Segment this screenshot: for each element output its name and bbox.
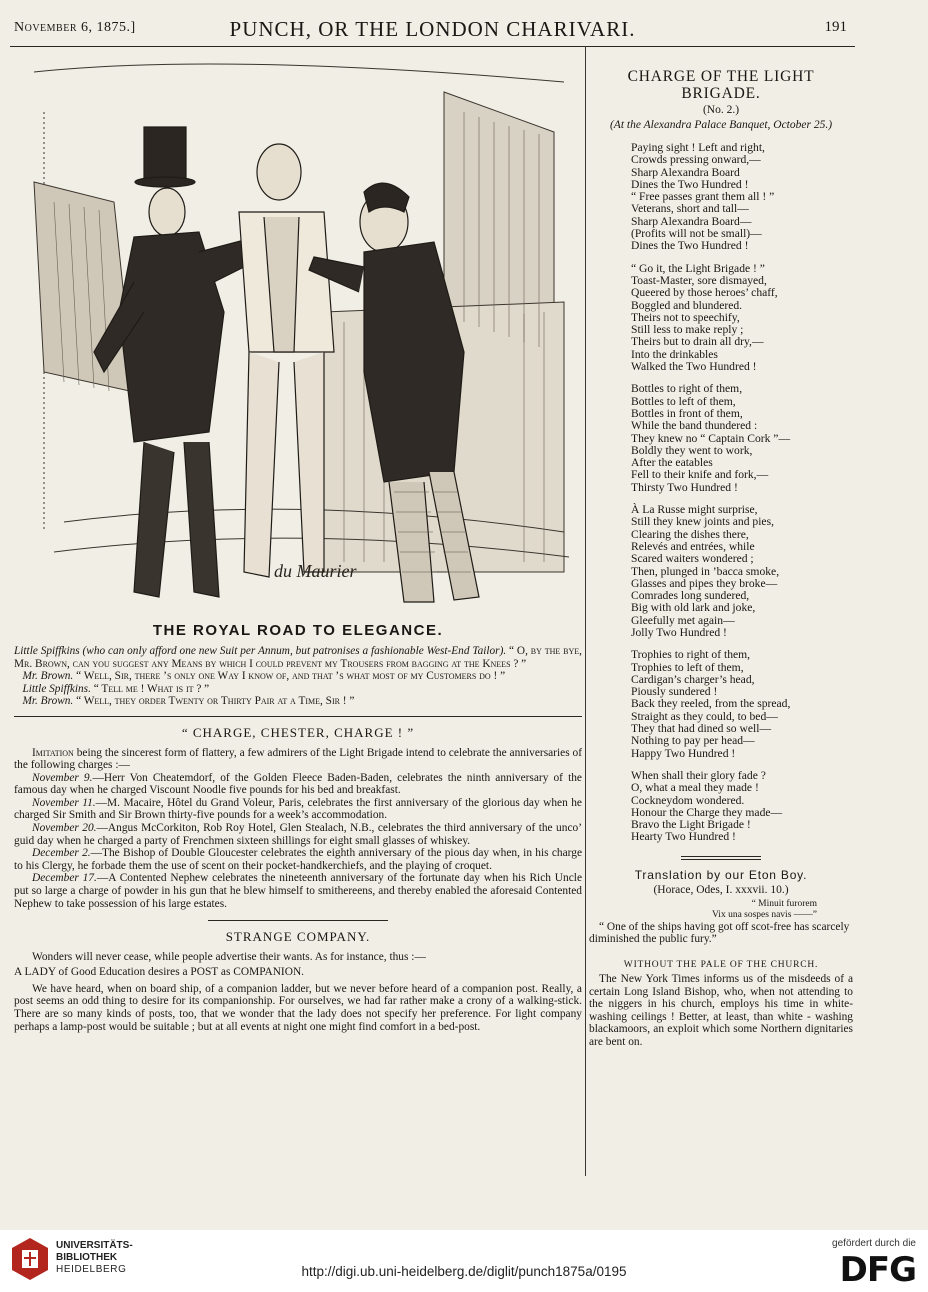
poem-stanza: “ Go it, the Light Brigade ! ” Toast-Master, sore dismayed, Queered by those heroes’ chaff, Boggled and blundered. Theirs not to speechify, Still less to make reply ; Theirs but to drain all dry,— Into the drinkables Walked the Two Hundred ! — [631, 261, 778, 374]
figure-mr-brown — [239, 144, 334, 577]
dfg-caption: gefördert durch die — [832, 1238, 916, 1249]
translation-text: “ One of the ships having got off scot-free has scarcely diminished the public fury.” — [589, 920, 850, 946]
latin-line: Vix una sospes navis ——” — [712, 909, 817, 920]
church-text: The New York Times informs us of the misdeeds of a certain Long Island Bishop, who, when not attending to the niggers in his church, employs his time in white-washing ceilings ! Better, at least, than white - washing blackamoors, an exploit which some Northern dignitaries are bent on. — [589, 972, 853, 1048]
caption-line: Little Spiffkins. “ Tell me ! What is it ? ” — [22, 682, 210, 695]
artist-signature: du Maurier — [274, 561, 357, 581]
article-intro: Wonders will never cease, while people advertise their wants. As for instance, thus :— — [32, 951, 426, 964]
section-divider — [681, 856, 761, 860]
poem-title: CHARGE OF THE LIGHT BRIGADE. — [627, 68, 815, 102]
page-header — [10, 14, 855, 47]
right-column — [589, 60, 853, 1048]
church-title: WITHOUT THE PALE OF THE CHURCH. — [623, 959, 819, 970]
cartoon-title: THE ROYAL ROAD TO ELEGANCE. — [152, 622, 444, 639]
cartoon-illustration — [24, 52, 569, 607]
charge-title: “ CHARGE, CHESTER, CHARGE ! ” — [181, 724, 415, 740]
translation-source: (Horace, Odes, I. xxxvii. 10.) — [653, 883, 789, 896]
university-name: UNIVERSITÄTS- BIBLIOTHEK HEIDELBERG — [56, 1240, 133, 1275]
article-paragraph: December 2.—The Bishop of Double Gloucester celebrates the eighth anniversary of the pious day when, in his charge to his Clergy, he forbade them the use of scent on their pocket-handkerchiefs, and the playing of croquet. — [14, 847, 583, 872]
article-paragraph: December 17.—A Contented Nephew celebrates the nineteenth anniversary of the fortunate day when his Rich Uncle put so large a charge of powder in his gun that he blew himself to smithereens, and thereby enabled the aforesaid Contented Nephew to take possession of his large estates. — [14, 872, 583, 910]
poem-stanza: Trophies to right of them, Trophies to left of them, Cardigan’s charger’s head, Piously sundered ! Back they reeled, from the spread, Straight as they could, to bed— They that had dined so well— Nothing to pay per head— Happy Two Hundred ! — [631, 648, 791, 760]
charge-article — [14, 725, 582, 911]
poem-stanza: Bottles to right of them, Bottles to left of them, Bottles in front of them, While the band thundered : They knew no “ Captain Cork ”— Boldly they went to work, After the eatables Fell to their knife and fork,— Thirsty Two Hundred ! — [631, 382, 791, 494]
source-url-link[interactable]: http://digi.ub.uni-heidelberg.de/diglit/punch1875a/0195 — [301, 1264, 627, 1279]
section-divider — [14, 716, 582, 717]
caption-line: Little Spiffkins (who can only afford one new Suit per Annum, but patronises a fashionable West-End Tailor). “ O, by the bye, Mr. Brown, can you suggest any Means by which I could prevent my Trousers from bagging at the Knees ? ” — [14, 645, 582, 670]
poem-stanza: When shall their glory fade ? O, what a meal they made ! Cockneydom wondered. Honour the Charge they made— Bravo the Light Brigade ! Hearty Two Hundred ! — [631, 768, 783, 844]
header-title: PUNCH, OR THE LONDON CHARIVARI. — [229, 17, 636, 41]
page-number: 191 — [824, 19, 847, 35]
left-column — [14, 52, 582, 1033]
poem-number: (No. 2.) — [702, 104, 740, 116]
caption-line: Mr. Brown. “ Well, they order Twenty or Thirty Pair at a Time, Sir ! ” — [22, 695, 355, 707]
archive-footer — [0, 1230, 928, 1292]
poem-stanza: À La Russe might surprise, Still they knew joints and pies, Clearing the dishes there, Relevés and entrées, while Scared waiters wondered ; Then, plunged in ’bacca smoke, Glasses and pipes they broke— Comrades long sundered, Big with old lark and joke, Gleefully met again— Jolly Two Hundred ! — [631, 503, 780, 639]
column-divider — [585, 46, 586, 1176]
caption-line: Mr. Brown. “ Well, Sir, there ’s only one Way I know of, and that ’s what most of my Customers do ! ” — [22, 670, 506, 682]
article-paragraph: November 9.—Herr Von Cheatemdorf, of the Golden Fleece Baden-Baden, celebrates the ninth anniversary of the famous day when he charged Viscount Noodle five pounds for his bed and breakfast. — [14, 771, 582, 797]
cartoon-caption — [14, 622, 582, 708]
poem-stanza: Paying sight ! Left and right, Crowds pressing onward,— Sharp Alexandra Board Dines the Two Hundred ! “ Free passes grant them all ! ” Veterans, short and tall— Sharp Alexandra Board— (Profits will not be small)— Dines the Two Hundred ! — [631, 141, 775, 253]
article-paragraph: November 20.—Angus McCorkiton, Rob Roy Hotel, Glen Stealach, N.B., celebrates the third anniversary of the unco’ guid day when he charged a party of Frenchmen sixteen shillings for eight small glasses of whiskey. — [14, 822, 582, 847]
strange-company-article — [14, 929, 582, 1033]
strange-company-title: STRANGE COMPANY. — [225, 929, 371, 945]
poem-body — [631, 142, 853, 844]
article-paragraph: Imitation being the sincerest form of flattery, a few admirers of the Light Brigade intend to celebrate the anniversaries of the following charges :— — [14, 746, 582, 772]
translation-title: Translation by our Eton Boy. — [634, 867, 808, 882]
article-paragraph: We have heard, when on board ship, of a companion ladder, but we never before heard of a companion post. Really, a post seems an odd thing to desire for its companionship. For ourselves, we had far rather make a crony of a walking-stick. There are so many kinds of posts, too, that we wonder that the lady does not specify her preference. For light company perhaps a lamp-post would be suitable ; but at all events at night one might find comfort in a bed-post. — [14, 982, 582, 1033]
header-date: November 6, 1875.] — [14, 20, 136, 35]
article-paragraph: November 11.—M. Macaire, Hôtel du Grand Voleur, Paris, celebrates the first anniversary of the glorious day when he charged Sir Smith and Sir Brown thirty-five pounds for a week’s accommodation. — [14, 796, 582, 822]
poem-occasion: (At the Alexandra Palace Banquet, October 25.) — [609, 119, 833, 131]
latin-line: “ Minuit furorem — [751, 898, 817, 909]
section-divider — [208, 920, 388, 921]
dfg-logo: DFG — [839, 1250, 916, 1290]
advertisement: A LADY of Good Education desires a POST as COMPANION. — [14, 965, 305, 978]
